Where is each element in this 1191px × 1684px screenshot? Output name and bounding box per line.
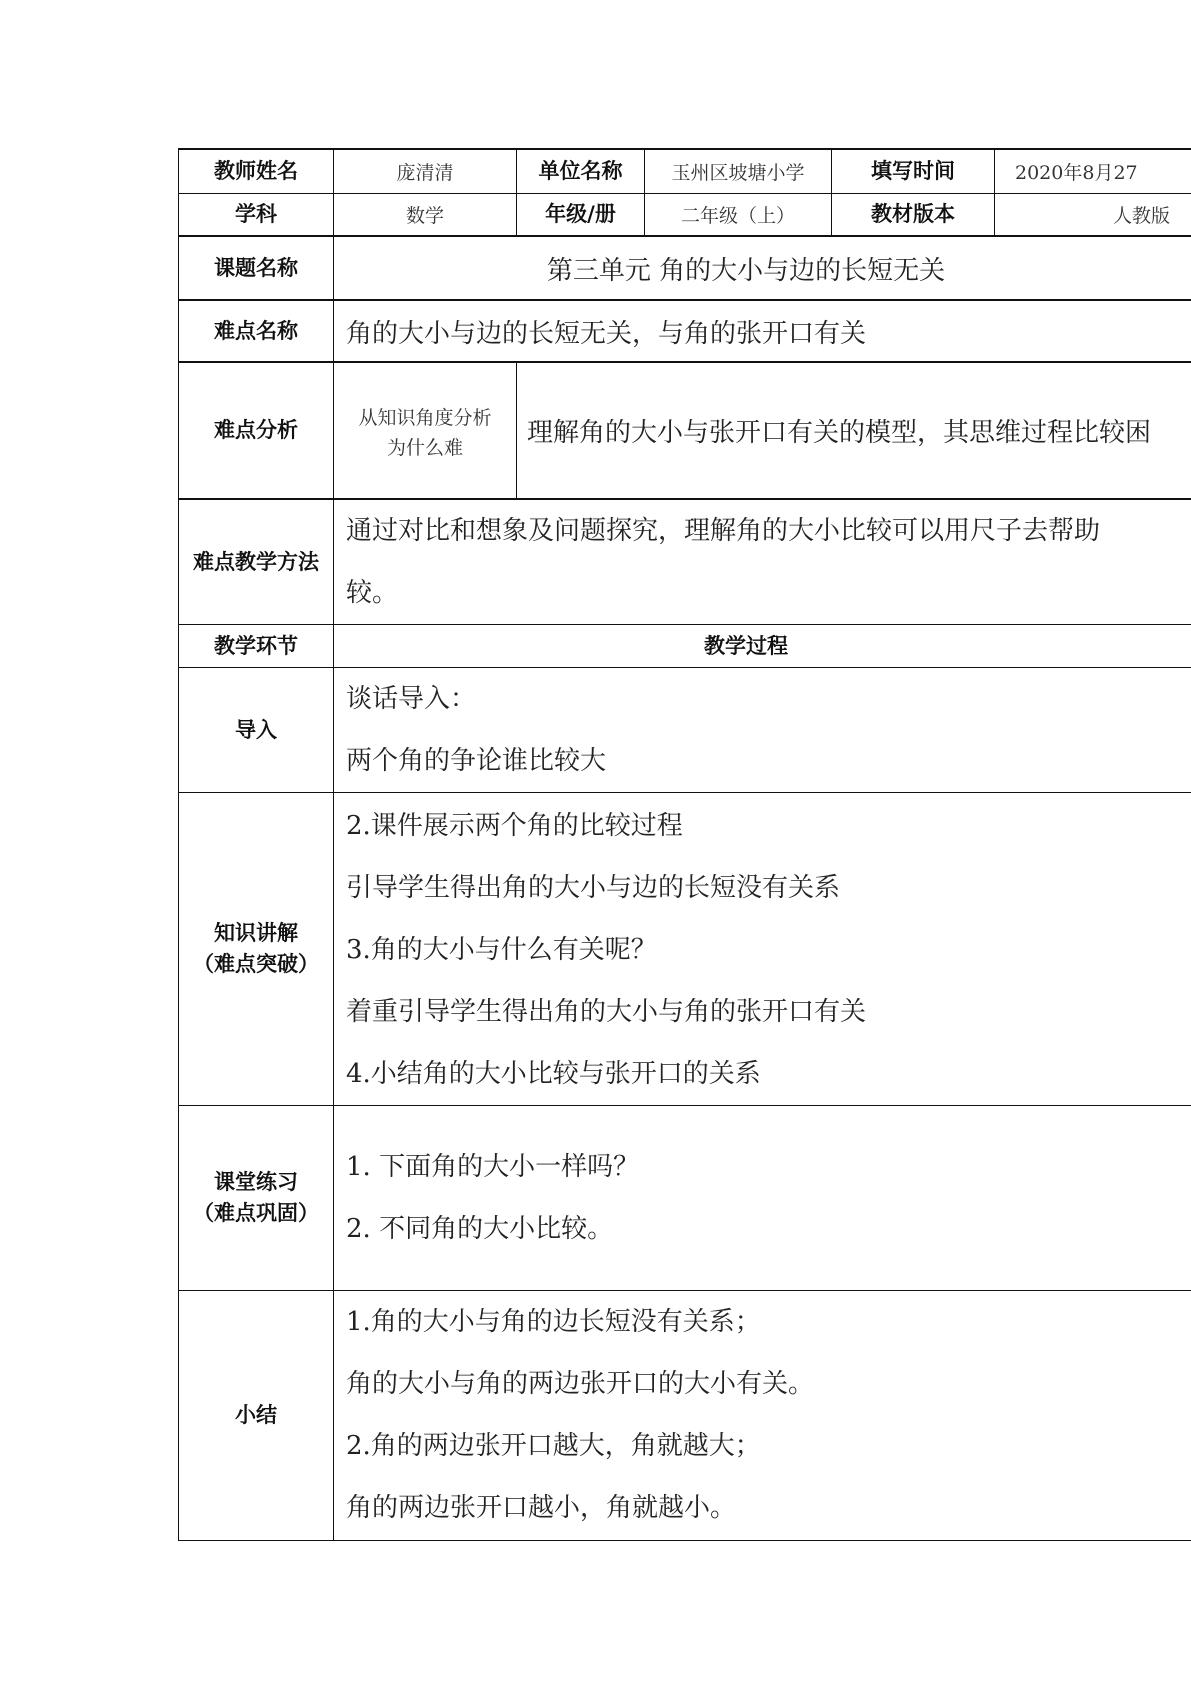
unit-name-value: 玉州区坡塘小学 bbox=[645, 149, 832, 193]
analysis-sub-label bbox=[334, 362, 517, 499]
difficulty-row bbox=[179, 300, 1191, 362]
knowledge-label-line-1: 知识讲解 bbox=[214, 921, 298, 945]
practice-row bbox=[179, 1106, 1191, 1291]
analysis-value: 理解角的大小与张开口有关的模型，其思维过程比较困 bbox=[517, 362, 1191, 499]
method-value bbox=[334, 499, 1191, 625]
summary-line: 角的两边张开口越小，角就越小。 bbox=[346, 1493, 737, 1523]
fill-date-value: 2020年8月27 bbox=[995, 149, 1191, 193]
stage-header: 教学环节 bbox=[179, 625, 334, 668]
summary-line: 1.角的大小与角的边长短没有关系； bbox=[346, 1307, 761, 1337]
knowledge-content bbox=[334, 793, 1191, 1106]
teacher-name-value: 庞清清 bbox=[334, 149, 517, 193]
edition-label: 教材版本 bbox=[832, 193, 995, 236]
practice-line: 2. 不同角的大小比较。 bbox=[346, 1214, 614, 1244]
summary-line: 2.角的两边张开口越大，角就越大； bbox=[346, 1431, 761, 1461]
knowledge-line: 4.小结角的大小比较与张开口的关系 bbox=[346, 1059, 761, 1089]
header-row-1 bbox=[179, 149, 1191, 193]
practice-label bbox=[179, 1106, 334, 1291]
knowledge-line: 3.角的大小与什么有关呢？ bbox=[346, 935, 657, 965]
practice-label-line-1: 课堂练习 bbox=[214, 1170, 298, 1194]
analysis-sub-label-line-1: 从知识角度分析 bbox=[358, 406, 492, 429]
method-row bbox=[179, 499, 1191, 625]
difficulty-value: 角的大小与边的长短无关，与角的张开口有关 bbox=[334, 300, 1191, 362]
fill-date-label: 填写时间 bbox=[832, 149, 995, 193]
knowledge-label bbox=[179, 793, 334, 1106]
teacher-name-label: 教师姓名 bbox=[179, 149, 334, 193]
method-label: 难点教学方法 bbox=[179, 499, 334, 625]
analysis-sub-label-line-2: 为什么难 bbox=[386, 436, 463, 459]
lesson-plan-sheet bbox=[178, 148, 1191, 1548]
topic-row bbox=[179, 236, 1191, 300]
intro-content bbox=[334, 668, 1191, 793]
practice-line: 1. 下面角的大小一样吗？ bbox=[346, 1152, 640, 1182]
summary-label: 小结 bbox=[179, 1291, 334, 1541]
unit-name-label: 单位名称 bbox=[517, 149, 645, 193]
knowledge-line: 2.课件展示两个角的比较过程 bbox=[346, 811, 683, 841]
header-row-2 bbox=[179, 193, 1191, 236]
process-header-row bbox=[179, 625, 1191, 668]
subject-label: 学科 bbox=[179, 193, 334, 236]
process-header: 教学过程 bbox=[334, 625, 1191, 668]
method-line-2: 较。 bbox=[346, 578, 399, 608]
lesson-plan-table bbox=[178, 148, 1191, 1541]
difficulty-label: 难点名称 bbox=[179, 300, 334, 362]
practice-content bbox=[334, 1106, 1191, 1291]
topic-label: 课题名称 bbox=[179, 236, 334, 300]
summary-row bbox=[179, 1291, 1191, 1541]
intro-label: 导入 bbox=[179, 668, 334, 793]
knowledge-line: 引导学生得出角的大小与边的长短没有关系 bbox=[346, 873, 841, 903]
knowledge-row bbox=[179, 793, 1191, 1106]
practice-label-line-2: （难点巩固） bbox=[193, 1201, 319, 1225]
analysis-row bbox=[179, 362, 1191, 499]
edition-value: 人教版 bbox=[995, 193, 1191, 236]
analysis-label: 难点分析 bbox=[179, 362, 334, 499]
knowledge-label-line-2: （难点突破） bbox=[193, 952, 319, 976]
subject-value: 数学 bbox=[334, 193, 517, 236]
method-line-1: 通过对比和想象及问题探究，理解角的大小比较可以用尺子去帮助 bbox=[346, 516, 1101, 546]
topic-value: 第三单元 角的大小与边的长短无关 bbox=[334, 236, 1191, 300]
summary-content bbox=[334, 1291, 1191, 1541]
grade-label: 年级/册 bbox=[517, 193, 645, 236]
intro-row bbox=[179, 668, 1191, 793]
intro-line: 谈话导入： bbox=[346, 684, 477, 714]
summary-line: 角的大小与角的两边张开口的大小有关。 bbox=[346, 1369, 815, 1399]
knowledge-line: 着重引导学生得出角的大小与角的张开口有关 bbox=[346, 997, 867, 1027]
grade-value: 二年级（上） bbox=[645, 193, 832, 236]
intro-line: 两个角的争论谁比较大 bbox=[346, 746, 607, 776]
